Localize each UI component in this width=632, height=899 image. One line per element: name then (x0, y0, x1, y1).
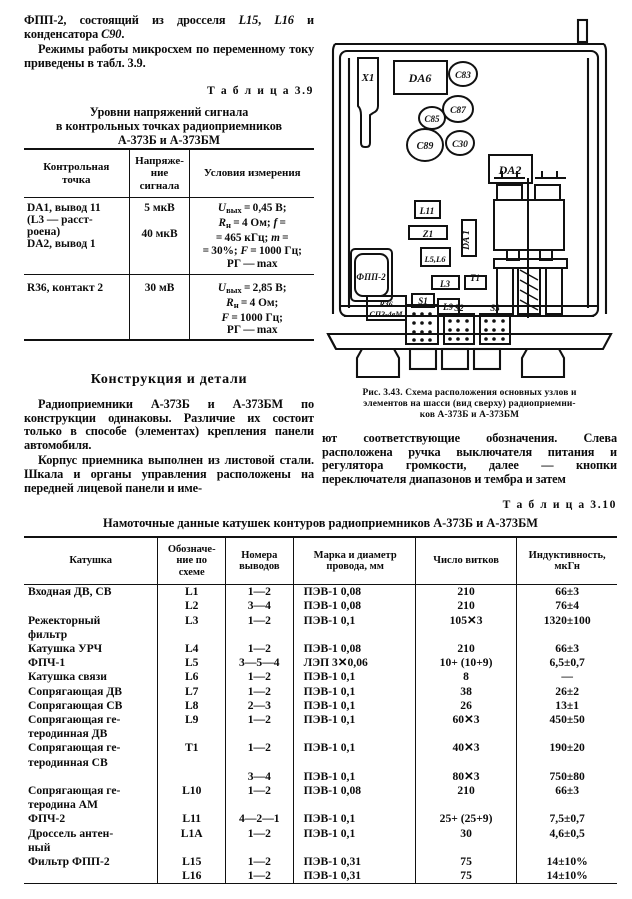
cond-line: $U_{вых} = 2,85$ В; (217, 281, 287, 295)
figure-label-c87: C87 (450, 106, 466, 116)
coil-wire: ПЭВ-1 0,1 (293, 685, 415, 699)
table-row-continuation (24, 727, 617, 741)
table39-r2-voltage: 30 мВ (129, 275, 190, 341)
th-desig-l1: Обозначе- (167, 544, 216, 555)
figure-label-c85: C85 (424, 114, 440, 124)
coil-wire: ПЭВ-1 0,08 (293, 784, 415, 798)
coil-turns: 25+ (25+9) (415, 812, 517, 826)
coil-inductance: 66±3 (517, 642, 617, 656)
page-title: Конструкция и детали (90, 372, 248, 387)
paragraph-construction-2-text: Корпус приемника выполнен из листовой стали. Шкала и органы управления расположены на передней лицевой панели и име- (24, 453, 314, 495)
th-desig-l2: ние по (176, 555, 208, 567)
empty-cell (158, 841, 226, 855)
coil-name-line2: ный (28, 840, 51, 854)
coil-pins: 1—2 (226, 585, 294, 600)
coil-turns: 210 (415, 784, 517, 798)
coil-inductance: 7,5±0,7 (517, 812, 617, 826)
coil-designation: L6 (158, 670, 226, 684)
coil-name: Сопрягающая ге- (28, 784, 121, 798)
th-ind-l2: мкГн (554, 561, 580, 573)
cond-line: = 465 кГц; m = (215, 232, 289, 245)
coil-inductance: — (517, 670, 617, 684)
coil-wire: ПЭВ-1 0,1 (293, 614, 415, 628)
coil-designation: L9 (158, 713, 226, 727)
coil-name-line2: теродинная СВ (28, 755, 108, 769)
ref-c90: C90 (101, 26, 122, 41)
figure-label-l11: L11 (419, 207, 435, 217)
coil-name: ФПЧ-2 (28, 812, 66, 826)
coil-designation: L11 (158, 812, 226, 826)
table39-header-row (24, 149, 314, 198)
empty-cell (517, 628, 617, 642)
figure-label-c30: C30 (452, 140, 468, 150)
table310-header-pins (226, 537, 294, 585)
empty-cell (517, 727, 617, 741)
coil-wire: ПЭВ-1 0,1 (293, 670, 415, 684)
coil-pins: 1—2 (226, 855, 294, 869)
coil-name: Режекторный (28, 613, 101, 627)
coil-inductance: 26±2 (517, 685, 617, 699)
table-row (24, 642, 617, 656)
th-wire-l2: провода, мм (326, 561, 384, 573)
empty-cell (293, 727, 415, 741)
left-text-column (24, 14, 314, 72)
paragraph-modes (24, 43, 314, 70)
coil-wire: ПЭВ-1 0,31 (293, 869, 415, 884)
table39-title-line2: в контрольных точках радиоприемников (55, 119, 283, 133)
coil-designation: L15 (158, 855, 226, 869)
empty-cell (158, 798, 226, 812)
coil-pins: 1—2 (226, 614, 294, 628)
table39-header-point (24, 149, 129, 198)
coil-name: Фильтр ФПП-2 (28, 855, 110, 869)
empty-cell (415, 798, 517, 812)
table-row (24, 198, 314, 275)
cond-line: РГ — max (226, 257, 278, 270)
coil-inductance: 190±20 (517, 741, 617, 755)
table39-header-point-l1: Контрольная (43, 161, 110, 174)
table-row (24, 869, 617, 884)
table310-header-turns: Число витков (415, 537, 517, 585)
paragraph-right: ют соответствующие обозначения. Слева расположена ручка выключателя питания и регулятора громкости, далее — кнопки переключателя диапазонов и тембра и затем (322, 431, 617, 486)
th-pins-l1: Номера (241, 549, 278, 561)
figure-label-z1: Z1 (422, 230, 434, 240)
coil-pins: 1—2 (226, 642, 294, 656)
table-row (24, 855, 617, 869)
coil-turns: 75 (415, 869, 517, 884)
coil-designation: L3 (158, 614, 226, 628)
figure-label-x1: X1 (361, 72, 375, 84)
table310-header-row (24, 537, 617, 585)
coil-name (24, 770, 158, 784)
figure-label-s3: S3 (490, 303, 500, 313)
table39-r1-point (24, 198, 129, 275)
table-row-continuation (24, 798, 617, 812)
coil-name (24, 869, 158, 884)
coil-wire: ПЭВ-1 0,1 (293, 713, 415, 727)
empty-cell (226, 727, 294, 741)
coil-pins: 1—2 (226, 784, 294, 798)
table39-header-voltage-l1: Напряже- (135, 155, 184, 167)
empty-cell (415, 841, 517, 855)
table39-header-voltage (129, 149, 190, 198)
table39-title-line1: Уровни напряжений сигнала (89, 105, 249, 119)
table310-number: Т а б л и ц а 3.10 (502, 498, 617, 511)
ref-l16: L16 (274, 13, 294, 27)
table-row (24, 827, 617, 841)
coil-pins: 2—3 (226, 699, 294, 713)
table39-r1-conditions (190, 198, 314, 275)
empty-cell (293, 798, 415, 812)
coil-pins: 1—2 (226, 713, 294, 727)
coil-designation: L16 (158, 869, 226, 884)
table-row (24, 770, 617, 784)
coil-inductance: 14±10% (517, 855, 617, 869)
table-row (24, 670, 617, 684)
coil-inductance: 750±80 (517, 770, 617, 784)
cond-line: = 30%; F = 1000 Гц; (202, 244, 302, 257)
coil-wire: ПЭВ-1 0,31 (293, 855, 415, 869)
right-text-column (322, 432, 617, 488)
paragraph-modes-text: Режимы работы микросхем по переменному току приведены в табл. 3.9. (24, 42, 314, 70)
coil-designation: L8 (158, 699, 226, 713)
table-row (24, 585, 617, 600)
table39-r2-conditions (190, 275, 314, 341)
table310-header-wire (293, 537, 415, 585)
coil-inductance: 450±50 (517, 713, 617, 727)
figure-label-s2: S2 (454, 303, 464, 313)
table-row (24, 699, 617, 713)
coil-name: Сопрягающая ДВ (28, 684, 122, 698)
coil-wire: ПЭВ-1 0,08 (293, 642, 415, 656)
table-row (24, 656, 617, 670)
table310-header-designation (158, 537, 226, 585)
coil-name-line2: теродина АМ (28, 798, 98, 812)
table-row (24, 812, 617, 826)
figure-label-c89: C89 (416, 141, 434, 152)
spacer (133, 214, 187, 227)
cond-line: $U_{вых} = 0,45$ В; (217, 202, 287, 216)
figure-label-t1: T1 (470, 273, 480, 283)
figure-caption-line1: Рис. 3.43. Схема расположения основных узлов и (362, 388, 577, 398)
table39-r2-point: R36, контакт 2 (24, 275, 129, 341)
coil-turns: 105✕3 (415, 614, 517, 628)
coil-inductance: 13±1 (517, 699, 617, 713)
coil-designation: L4 (158, 642, 226, 656)
table39-r1-voltage-l1: 5 мкВ (144, 202, 175, 215)
figure-label-da2: DA2 (498, 163, 522, 177)
coil-pins: 1—2 (226, 827, 294, 841)
table-row (24, 685, 617, 699)
empty-cell (415, 628, 517, 642)
table310-title: Намоточные данные катушек контуров радиоприемников А-373Б и А-373БМ (103, 516, 538, 530)
coil-wire: ПЭВ-1 0,1 (293, 827, 415, 841)
coil-turns: 60✕3 (415, 713, 517, 727)
table-signal-levels (24, 148, 314, 341)
empty-cell (226, 756, 294, 770)
coil-turns: 210 (415, 642, 517, 656)
coil-designation: L2 (158, 599, 226, 613)
coil-wire: ПЭВ-1 0,1 (293, 812, 415, 826)
table310-body (24, 585, 617, 884)
ref-l15: L15 (238, 13, 259, 27)
empty-cell (293, 628, 415, 642)
table310-header-coil: Катушка (24, 537, 158, 585)
table-row-continuation (24, 628, 617, 642)
coil-pins: 1—2 (226, 670, 294, 684)
coil-name-line2: теродинная ДВ (28, 727, 108, 741)
table-row-continuation (24, 841, 617, 855)
coil-name: Катушка УРЧ (28, 642, 103, 656)
table39-r1-voltage-l2: 40 мкВ (141, 228, 178, 241)
figure-label-c83: C83 (455, 71, 471, 81)
table39-r1-point-l2: (L3 — расст- (27, 214, 93, 227)
cond-line: $R_н = 4$ Ом; (226, 296, 279, 310)
coil-designation (158, 770, 226, 784)
table39-header-voltage-l3: сигнала (139, 179, 180, 192)
coil-name: ФПЧ-1 (28, 656, 66, 670)
coil-wire: ПЭВ-1 0,08 (293, 585, 415, 600)
figure-caption-line2: элементов на шасси (вид сверху) радиоприемни- (363, 399, 576, 410)
coil-name: Входная ДВ, СВ (28, 585, 112, 599)
coil-pins: 4—2—1 (226, 812, 294, 826)
table39-title-line3: А-373Б и А-373БМ (117, 133, 221, 147)
empty-cell (158, 727, 226, 741)
figure-label-r36-type: СПЗ-4вМ (369, 310, 403, 319)
figure-label-l3: L3 (440, 279, 450, 289)
coil-turns: 30 (415, 827, 517, 841)
coil-name (24, 599, 158, 613)
table39-header-point-l2: точка (62, 173, 91, 186)
figure-caption (322, 388, 617, 422)
coil-turns: 75 (415, 855, 517, 869)
coil-designation: L1A (158, 827, 226, 841)
coil-pins: 3—4 (226, 770, 294, 784)
empty-cell (293, 756, 415, 770)
table39-r1-point-l4: DA2, вывод 1 (27, 238, 96, 251)
coil-wire: ПЭВ-1 0,1 (293, 699, 415, 713)
empty-cell (517, 756, 617, 770)
figure-chassis-layout (322, 18, 617, 378)
coil-designation: L1 (158, 585, 226, 600)
coil-designation: T1 (158, 741, 226, 755)
table-row (24, 599, 617, 613)
coil-designation: L10 (158, 784, 226, 798)
empty-cell (226, 628, 294, 642)
coil-wire: ПЭВ-1 0,1 (293, 741, 415, 755)
coil-name: Катушка связи (28, 670, 107, 684)
table-row (24, 614, 617, 628)
empty-cell (517, 798, 617, 812)
coil-inductance: 14±10% (517, 869, 617, 884)
table39-r1-point-l1: DA1, вывод 11 (27, 202, 101, 215)
coil-name-line2: фильтр (28, 627, 68, 641)
coil-turns: 38 (415, 685, 517, 699)
coil-pins: 3—4 (226, 599, 294, 613)
table39-r1-voltage (129, 198, 190, 275)
figure-label-da1: DA 1 (462, 230, 472, 250)
coil-pins: 3—5—4 (226, 656, 294, 670)
table39-header-voltage-l2: ние (150, 167, 169, 180)
coil-turns: 26 (415, 699, 517, 713)
figure-label-r36: R36 (379, 300, 393, 309)
coil-turns: 40✕3 (415, 741, 517, 755)
coil-inductance: 6,5±0,7 (517, 656, 617, 670)
empty-cell (293, 841, 415, 855)
figure-label-fpp2: ФПП-2 (356, 272, 386, 282)
table310-bottom-rule (24, 884, 617, 885)
coil-name: Сопрягающая ге- (28, 741, 121, 755)
coil-wire: ПЭВ-1 0,1 (293, 770, 415, 784)
table39-header-conditions: Условия измерения (190, 149, 314, 198)
table-row (24, 741, 617, 755)
table39-title (24, 105, 314, 147)
figure-label-da6: DA6 (408, 71, 432, 85)
coil-inductance: 4,6±0,5 (517, 827, 617, 841)
coil-designation: L7 (158, 685, 226, 699)
th-desig-l3: схеме (178, 566, 205, 578)
cond-line: $R_н = 4$ Ом; f = (218, 217, 286, 231)
table-row (24, 784, 617, 798)
empty-cell (415, 727, 517, 741)
th-wire-l1: Марка и диаметр (313, 549, 397, 561)
coil-turns: 10+ (10+9) (415, 656, 517, 670)
th-pins-l2: выводов (239, 561, 280, 573)
paragraph-construction-1-text: Радиоприемники А-373Б и А-373БМ по конструкции одинаковы. Различие их состоит только в способе (элементах) крепления панели автомобиля. (24, 397, 314, 452)
table-row (24, 713, 617, 727)
paragraph-construction-2 (24, 454, 314, 495)
coil-name: Сопрягающая СВ (28, 698, 123, 712)
empty-cell (226, 841, 294, 855)
coil-wire: ЛЭП 3✕0,06 (293, 656, 415, 670)
empty-cell (226, 798, 294, 812)
section-body (24, 398, 314, 497)
table310-header-inductance (517, 537, 617, 585)
table39-caption-block (24, 84, 314, 153)
table39-number: Т а б л и ц а 3.9 (207, 84, 314, 97)
figure-caption-line3: ков А-373Б и А-373БМ (419, 410, 520, 421)
figure-label-s1: S1 (418, 296, 428, 306)
coil-inductance: 66±3 (517, 784, 617, 798)
coil-name: Сопрягающая ге- (28, 713, 121, 727)
table-row (24, 275, 314, 341)
paragraph-construction-1 (24, 398, 314, 452)
coil-inductance: 66±3 (517, 585, 617, 600)
coil-pins: 1—2 (226, 869, 294, 884)
coil-wire: ПЭВ-1 0,08 (293, 599, 415, 613)
coil-inductance: 76±4 (517, 599, 617, 613)
cond-line: РГ — max (226, 324, 278, 337)
coil-turns: 210 (415, 585, 517, 600)
th-ind-l1: Индуктивность, (528, 549, 606, 561)
empty-cell (415, 756, 517, 770)
coil-inductance: 1320±100 (517, 614, 617, 628)
coil-turns: 8 (415, 670, 517, 684)
table-row-continuation (24, 756, 617, 770)
empty-cell (158, 756, 226, 770)
figure-label-l9: L9 (443, 302, 453, 312)
figure-label-l5l6: L5,L6 (424, 254, 446, 264)
coil-name: Дроссель антен- (28, 826, 114, 840)
table39-r1-point-l3: роена) (27, 226, 61, 239)
cond-line: F = 1000 Гц; (221, 311, 283, 324)
table-coil-winding-data (24, 536, 617, 884)
paragraph-fpp2: ФПП-2, состоящий из дросселя L15, L16 и конденсатора C90. (24, 13, 314, 41)
coil-turns: 80✕3 (415, 770, 517, 784)
coil-designation: L5 (158, 656, 226, 670)
coil-pins: 1—2 (226, 741, 294, 755)
empty-cell (158, 628, 226, 642)
coil-pins: 1—2 (226, 685, 294, 699)
empty-cell (517, 841, 617, 855)
coil-turns: 210 (415, 599, 517, 613)
